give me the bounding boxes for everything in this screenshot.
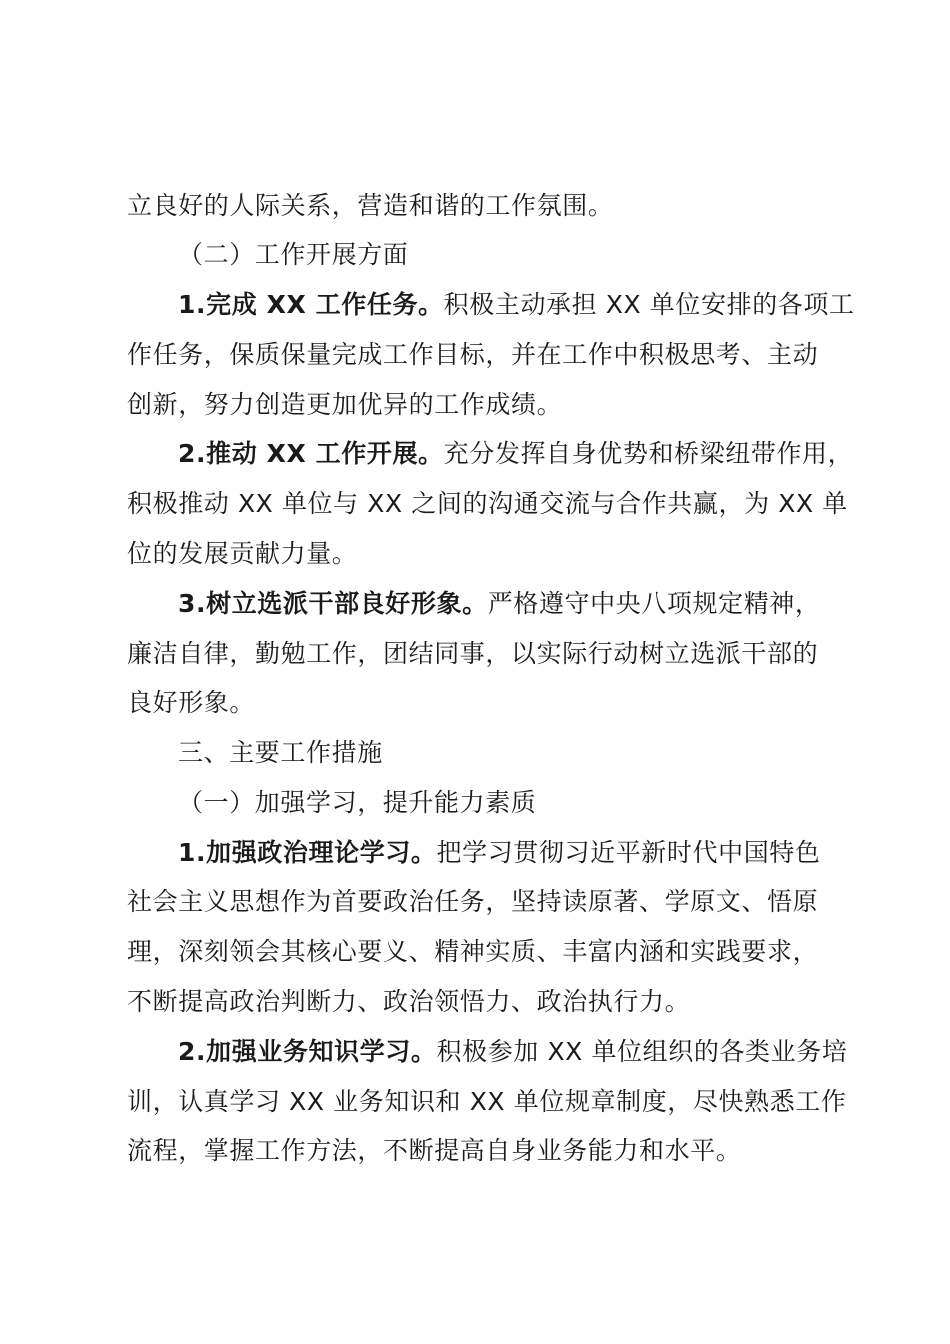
paragraph-line [178,587,898,621]
item-heading: 2.推动 XX 工作开展。 [178,439,444,468]
item-text: 积极主动承担 XX 单位安排的各项工 [443,290,855,319]
item-heading: 1.加强政治理论学习。 [178,838,437,867]
section-heading: 三、主要工作措施 [178,738,383,767]
item-text: 把学习贯彻习近平新时代中国特色 [436,838,821,867]
paragraph-line: 创新，努力创造更加优异的工作成绩。 [127,390,563,419]
paragraph-line: 立良好的人际关系，营造和谐的工作氛围。 [127,191,614,220]
paragraph-line: 不断提高政治判断力、政治领悟力、政治执行力。 [127,987,691,1016]
paragraph-line: 理，深刻领会其核心要义、精神实质、丰富内涵和实践要求， [127,937,819,966]
paragraph-line: 训，认真学习 XX 业务知识和 XX 单位规章制度，尽快熟悉工作 [127,1087,847,1116]
item-text: 严格遵守中央八项规定精神， [487,589,821,618]
paragraph-line: 流程，掌握工作方法，不断提高自身业务能力和水平。 [127,1136,742,1165]
item-heading: 3.树立选派干部良好形象。 [178,589,488,618]
paragraph-line [178,288,898,322]
item-heading: 2.加强业务知识学习。 [178,1037,437,1066]
item-heading: 1.完成 XX 工作任务。 [178,290,444,319]
paragraph-line [178,836,898,870]
paragraph-line: 位的发展贡献力量。 [127,539,358,568]
paragraph-line: 作任务，保质保量完成工作目标，并在工作中积极思考、主动 [127,340,819,369]
paragraph-line [178,1035,898,1069]
paragraph-line [178,437,898,471]
section-heading: （二）工作开展方面 [178,240,409,269]
paragraph-line: 廉洁自律，勤勉工作，团结同事，以实际行动树立选派干部的 [127,639,819,668]
paragraph-line: 良好形象。 [127,688,256,717]
section-heading: （一）加强学习，提升能力素质 [178,788,537,817]
paragraph-line: 社会主义思想作为首要政治任务，坚持读原著、学原文、悟原 [127,887,819,916]
item-text: 积极参加 XX 单位组织的各类业务培 [436,1037,848,1066]
paragraph-line: 积极推动 XX 单位与 XX 之间的沟通交流与合作共赢，为 XX 单 [127,489,848,518]
item-text: 充分发挥自身优势和桥梁纽带作用， [443,439,854,468]
